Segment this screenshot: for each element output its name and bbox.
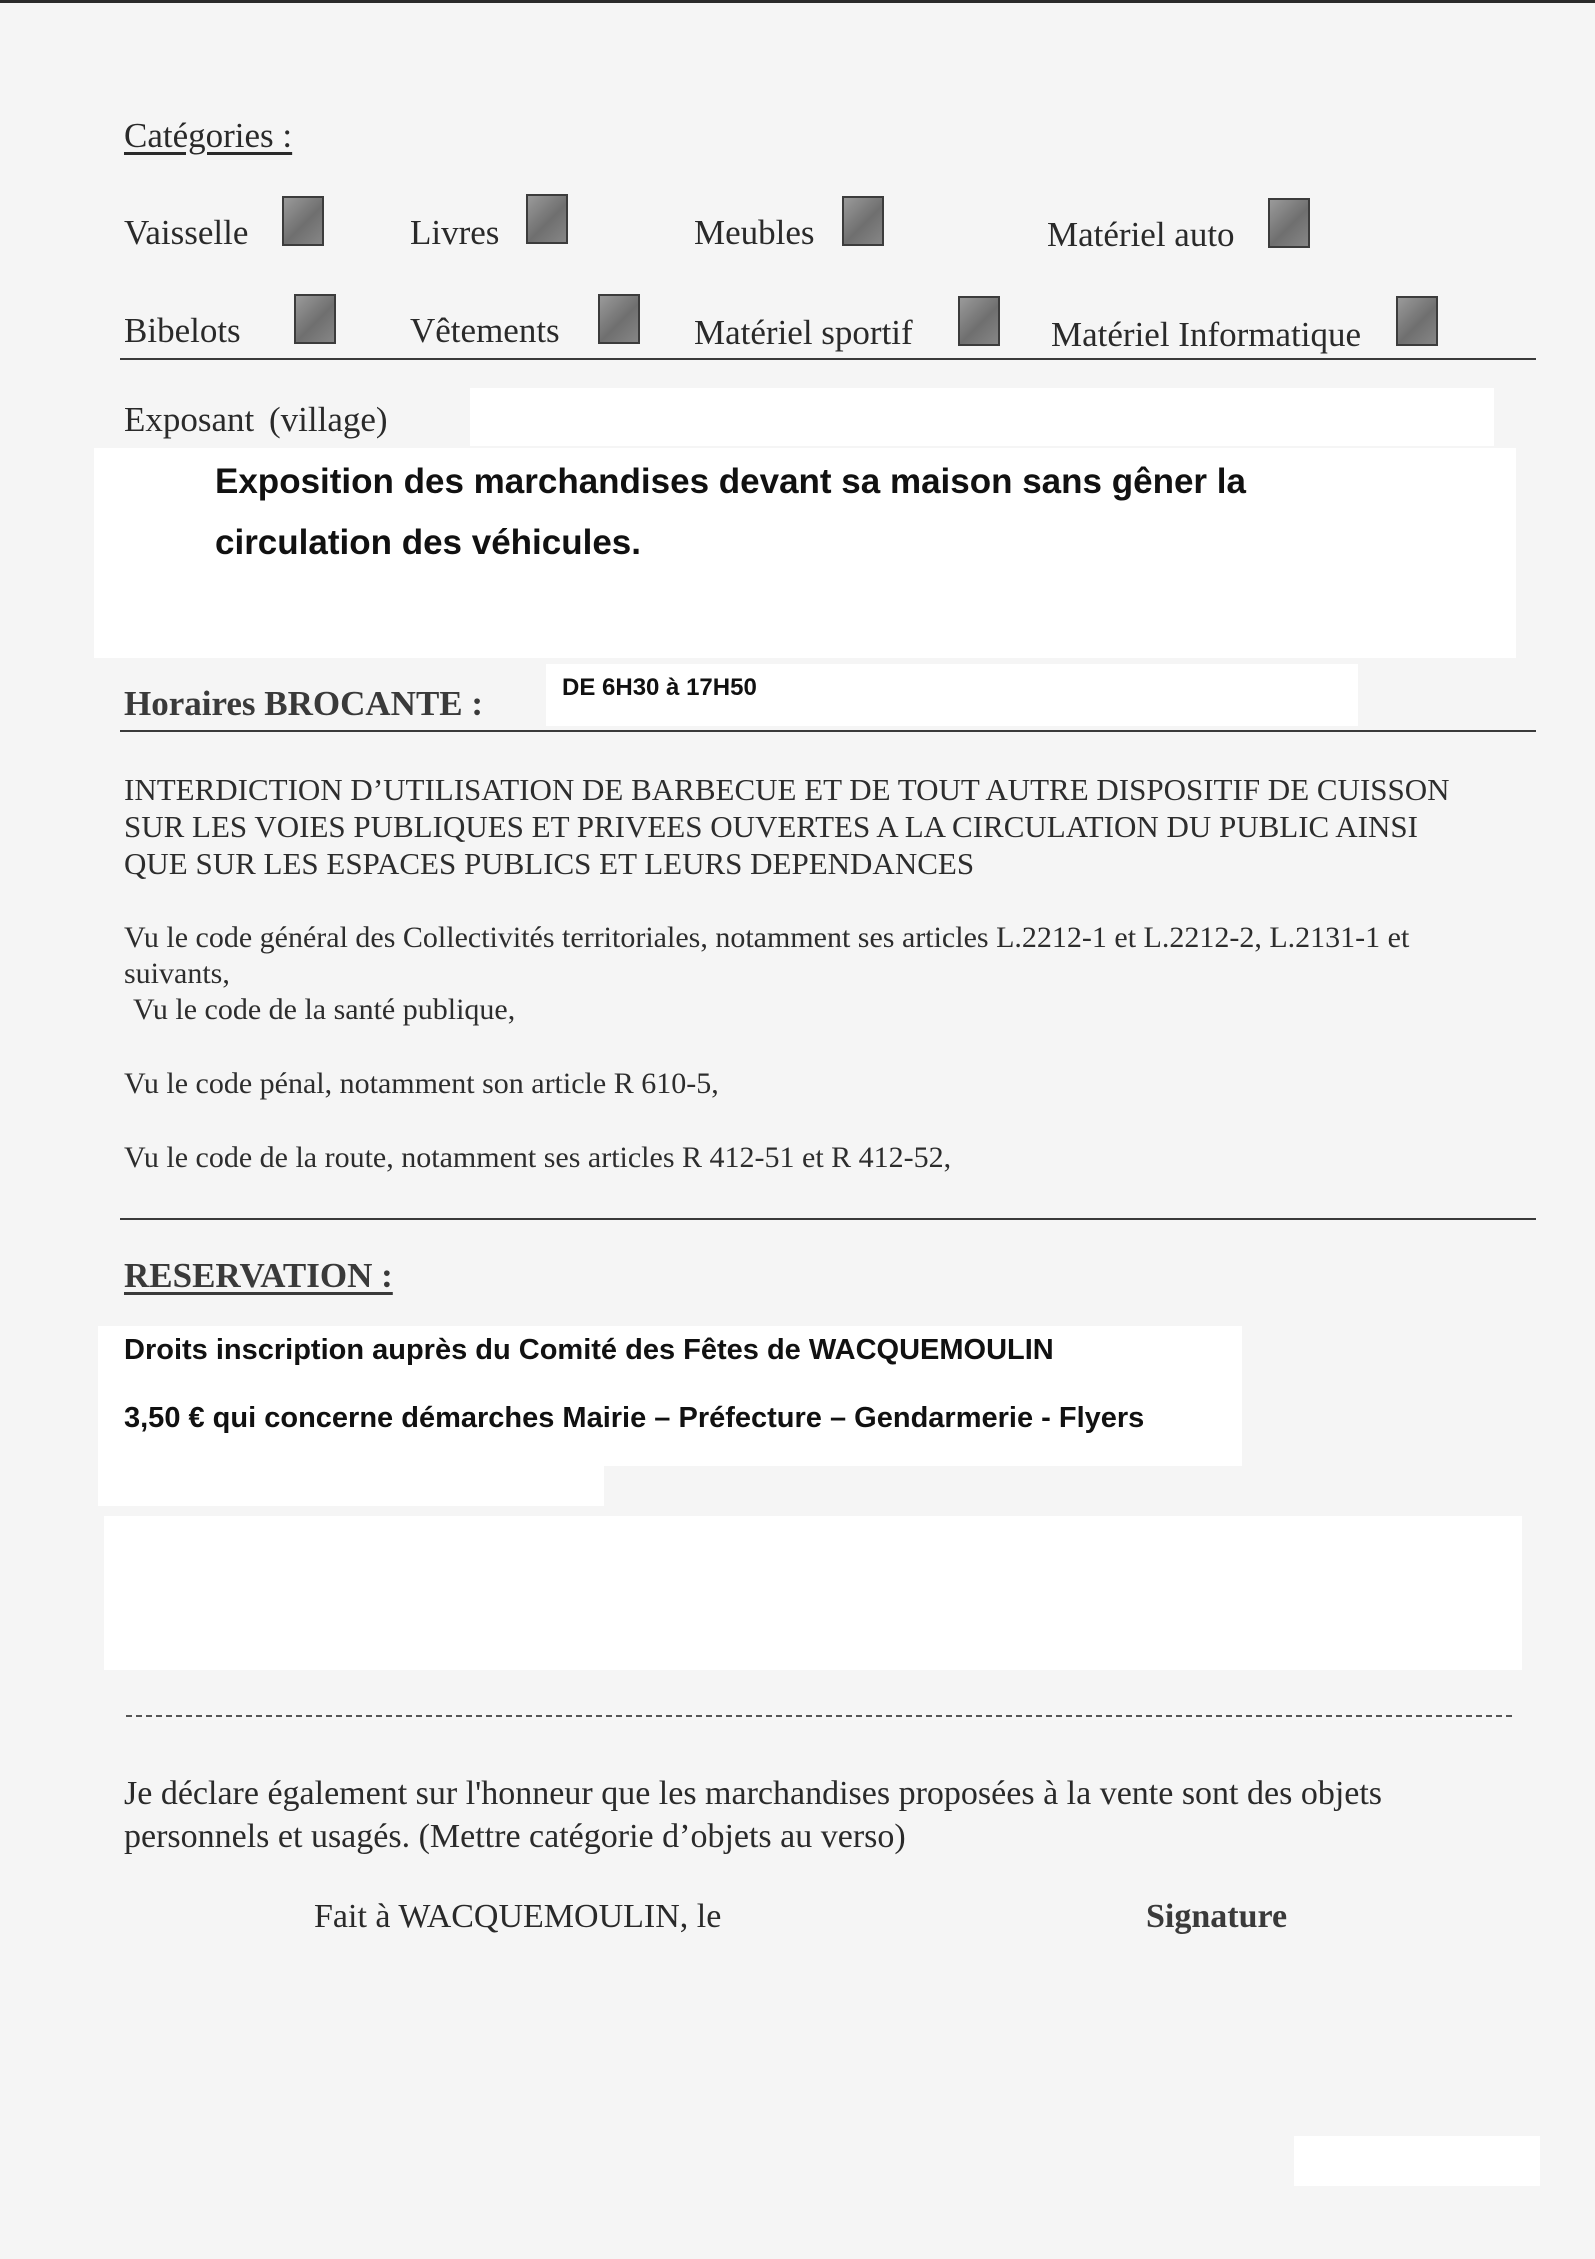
category-checkbox-bibelots[interactable] — [294, 294, 336, 344]
code-route: Vu le code de la route, notamment ses articles R 412-51 et R 412-52, — [124, 1141, 952, 1174]
fait-a-label: Fait à WACQUEMOULIN, le — [314, 1898, 722, 1935]
exposant-label: Exposant (village) — [124, 400, 388, 439]
horaires-value: DE 6H30 à 17H50 — [562, 674, 757, 701]
code-sante: Vu le code de la santé publique, — [133, 993, 516, 1026]
signature-label: Signature — [1146, 1898, 1288, 1935]
exposant-input[interactable] — [470, 388, 1494, 446]
reservation-line2: 3,50 € qui concerne démarches Mairie – Préfecture – Gendarmerie - Flyers — [124, 1402, 1145, 1434]
interdiction-line3: QUE SUR LES ESPACES PUBLICS ET LEURS DEPENDANCES — [124, 846, 975, 881]
exposant-note-line1: Exposition des marchandises devant sa maison sans gêner la — [215, 462, 1246, 501]
interdiction-line2: SUR LES VOIES PUBLIQUES ET PRIVEES OUVERTES A LA CIRCULATION DU PUBLIC AINSI — [124, 809, 1418, 844]
declaration-line1: Je déclare également sur l'honneur que les marchandises proposées à la vente sont des objets — [124, 1775, 1383, 1812]
category-checkbox-materiel-informatique[interactable] — [1396, 296, 1438, 346]
code-penal: Vu le code pénal, notamment son article R 610-5, — [124, 1067, 719, 1100]
interdiction-line1: INTERDICTION D’UTILISATION DE BARBECUE ET DE TOUT AUTRE DISPOSITIF DE CUISSON — [124, 772, 1450, 807]
scan-top-edge — [0, 0, 1595, 3]
reservation-blank-field[interactable] — [104, 1516, 1522, 1670]
category-checkbox-materiel-auto[interactable] — [1268, 198, 1310, 248]
divider-categories — [120, 358, 1536, 360]
reservation-box-tail — [98, 1466, 604, 1506]
category-label-materiel-informatique: Matériel Informatique — [1051, 315, 1362, 354]
reservation-title: RESERVATION : — [124, 1256, 393, 1295]
category-checkbox-vetements[interactable] — [598, 294, 640, 344]
category-label-vetements: Vêtements — [410, 311, 560, 350]
code-cgct-line1: Vu le code général des Collectivités territoriales, notamment ses articles L.2212-1 et L.2212-2, L.2131-1 et — [124, 921, 1410, 954]
category-label-materiel-auto: Matériel auto — [1047, 215, 1235, 254]
redacted-patch-bottom — [1294, 2136, 1540, 2186]
category-checkbox-meubles[interactable] — [842, 196, 884, 246]
reservation-line1: Droits inscription auprès du Comité des Fêtes de WACQUEMOULIN — [124, 1334, 1054, 1366]
declaration-line2: personnels et usagés. (Mettre catégorie d’objets au verso) — [124, 1818, 906, 1855]
horaires-label: Horaires BROCANTE : — [124, 684, 484, 723]
category-label-vaisselle: Vaisselle — [124, 213, 249, 252]
category-label-bibelots: Bibelots — [124, 311, 241, 350]
category-checkbox-materiel-sportif[interactable] — [958, 296, 1000, 346]
category-label-meubles: Meubles — [694, 213, 815, 252]
divider-codes — [120, 1218, 1536, 1220]
exposant-note-line2: circulation des véhicules. — [215, 523, 641, 562]
cut-line — [126, 1715, 1512, 1717]
category-label-livres: Livres — [410, 213, 500, 252]
code-cgct-line2: suivants, — [124, 957, 230, 990]
category-checkbox-vaisselle[interactable] — [282, 196, 324, 246]
divider-horaires — [120, 730, 1536, 732]
category-checkbox-livres[interactable] — [526, 194, 568, 244]
categories-title: Catégories : — [124, 116, 293, 155]
category-label-materiel-sportif: Matériel sportif — [694, 313, 913, 352]
